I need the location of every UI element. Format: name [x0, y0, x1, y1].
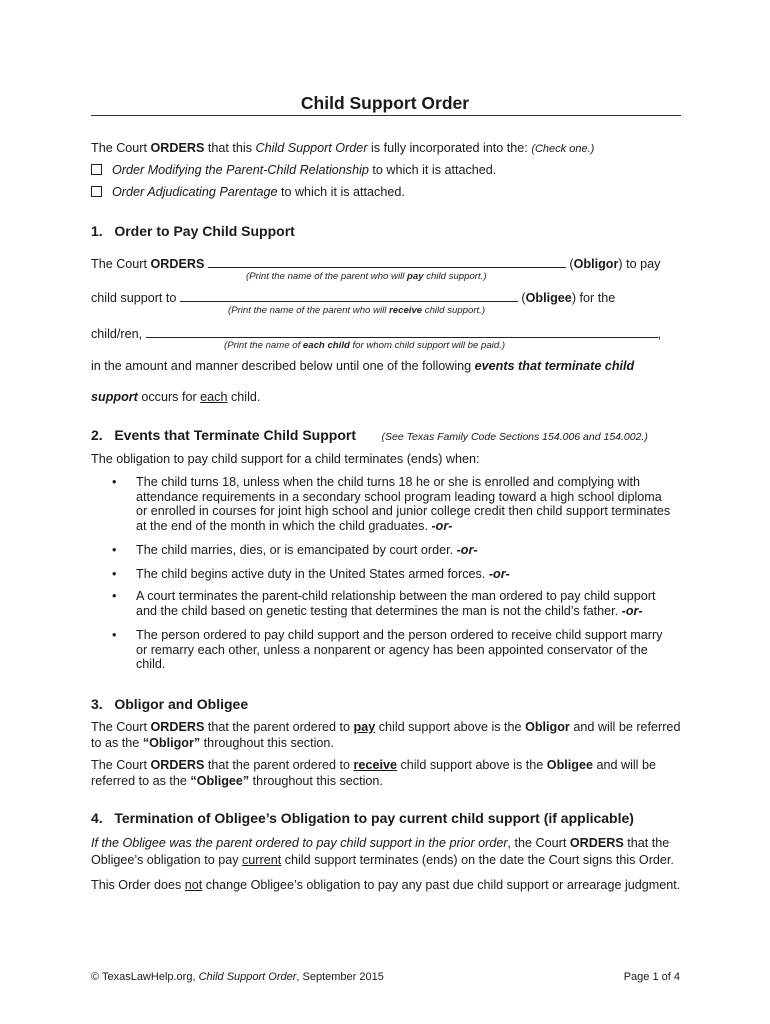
s3-p1-orders: ORDERS	[150, 720, 205, 734]
s1-p-bold: events that terminate child	[474, 359, 635, 373]
option-modifying-italic: Order Modifying the Parent-Child Relationship	[112, 163, 369, 177]
bullet-icon: •	[112, 589, 117, 603]
s1-l1-pre: The Court	[91, 257, 151, 271]
hint1-post: child support.)	[423, 271, 487, 282]
s4-l1-italic: If the Obligee was the parent ordered to pay child support in the prior order	[91, 836, 508, 850]
s4-line2	[91, 852, 674, 868]
obligor-name-field[interactable]	[208, 255, 566, 268]
hint1-bold: pay	[407, 271, 424, 282]
option-modifying[interactable]	[91, 162, 496, 178]
s1-obligor: Obligor	[573, 257, 619, 271]
s1-l1-orders: ORDERS	[150, 257, 205, 271]
s3-p1-pay: pay	[353, 720, 376, 734]
option-modifying-rest: to which it is attached.	[368, 163, 497, 177]
footer-copyright	[91, 969, 384, 985]
section3-heading: 3. Obligor and Obligee	[91, 696, 249, 712]
hint3-post: for whom child support will be paid.)	[349, 340, 506, 351]
s1-line1: The Court ORDERS (Obligor) to pay	[91, 257, 661, 271]
s1-p2-u: each	[200, 390, 228, 404]
bullet-icon: •	[112, 628, 117, 642]
hint2-pre: (Print the name of the parent who will	[228, 305, 390, 316]
checkbox-adjudicating[interactable]	[91, 186, 102, 197]
intro-doc: Child Support Order	[255, 141, 368, 155]
section2-heading-line	[91, 427, 648, 445]
bullet-text: The child marries, dies, or is emancipated by court order.	[136, 543, 457, 557]
checkbox-modifying[interactable]	[91, 164, 102, 175]
s3-p2-f: and will be referred to as the	[91, 758, 656, 788]
s3-p1-f: and will be referred to as the	[91, 720, 681, 750]
obligee-name-field[interactable]	[180, 289, 518, 302]
terminate-events-list	[112, 475, 672, 685]
bullet-text: The person ordered to pay child support and the person ordered to receive child support marry or remarry each other, unless a nonparent or agency has been appointed conservator of the child.	[136, 628, 663, 671]
hint3-pre: (Print the name of	[224, 340, 303, 351]
s3-p2-d: child support above is the	[396, 758, 547, 772]
hint2-bold: receive	[389, 305, 423, 316]
s4-line1	[91, 835, 669, 851]
s4-l2-post: child support terminates (ends) on the date the Court signs this Order.	[281, 853, 674, 867]
s4-line3	[91, 877, 680, 893]
s4-l3-not: not	[184, 878, 203, 892]
intro-mid: that this	[204, 141, 256, 155]
bullet-or: -or-	[456, 543, 478, 557]
s3-p2-obligee: Obligee	[546, 758, 593, 772]
s3-p2-c: that the parent ordered to	[204, 758, 354, 772]
s3-p2-a: The Court	[91, 758, 151, 772]
footer-left-italic: Child Support Order	[198, 971, 297, 983]
s4-l1-mid: , the Court	[507, 836, 570, 850]
bullet-text: A court terminates the parent-child relationship between the man ordered to pay child support and the child based on genetic testing that determines the man is not the child’s father.	[136, 589, 656, 618]
s1-l1-post: ) to pay	[618, 257, 661, 271]
s1-p2-post: child.	[227, 390, 261, 404]
footer-left-post: , September 2015	[296, 971, 384, 983]
children-names-field[interactable]	[146, 325, 658, 338]
document-title: Child Support Order	[300, 93, 470, 113]
s3-p2-quoted: “Obligee”	[190, 774, 250, 788]
intro-post: is fully incorporated into the:	[367, 141, 532, 155]
bullet-or: -or-	[488, 567, 510, 581]
section2-intro: The obligation to pay child support for a child terminates (ends) when:	[91, 452, 480, 466]
intro-pre: The Court	[91, 141, 151, 155]
hint-obligor	[246, 269, 487, 285]
s1-para-line2	[91, 389, 260, 405]
bullet-icon: •	[112, 543, 117, 557]
bullet-icon: •	[112, 567, 117, 581]
section4-heading: 4. Termination of Obligee’s Obligation to pay current child support (if applicable)	[91, 810, 634, 826]
section1-heading: 1. Order to Pay Child Support	[91, 223, 295, 239]
option-adjudicating[interactable]	[91, 184, 405, 200]
s4-l1-orders: ORDERS	[569, 836, 624, 850]
s3-p1-obligor: Obligor	[525, 720, 570, 734]
s1-l2-pre: child support to	[91, 291, 177, 305]
section2-heading: 2. Events that Terminate Child Support	[91, 427, 356, 443]
section2-ref: (See Texas Family Code Sections 154.006 and 154.002.)	[381, 431, 648, 443]
footer-left-pre: © TexasLawHelp.org,	[91, 971, 199, 983]
s3-p1-c: that the parent ordered to	[204, 720, 354, 734]
page-number: Page 1 of 4	[623, 971, 680, 983]
hint2-post: child support.)	[422, 305, 486, 316]
s3-p1-h: throughout this section.	[200, 736, 334, 750]
s1-p-pre: in the amount and manner described below until one of the following	[91, 359, 475, 373]
bullet-or: -or-	[431, 518, 453, 533]
bullet-text: The child begins active duty in the United States armed forces.	[136, 567, 489, 581]
bullet-or: -or-	[621, 603, 643, 618]
option-adjudicating-rest: to which it is attached.	[277, 185, 405, 199]
s4-l2-pre: Obligee’s obligation to pay	[91, 853, 242, 867]
bullet-text: The child turns 18, unless when the child turns 18 he or she is enrolled and complying with attendance requirements in a secondary school program leading toward a high school diploma or enrolled in courses for joint high school and junior college credit then child support terminates at the end of the month in which the child graduates.	[136, 475, 671, 533]
s1-para-line1	[91, 358, 634, 374]
option-adjudicating-italic: Order Adjudicating Parentage	[112, 185, 278, 199]
s3-p1-d: child support above is the	[375, 720, 526, 734]
s3-p1-a: The Court	[91, 720, 151, 734]
s4-l3-pre: This Order does	[91, 878, 185, 892]
s1-p2-mid: occurs for	[137, 390, 201, 404]
s1-l3-pre: child/ren,	[91, 327, 143, 341]
s3-paragraph-obligor	[91, 719, 681, 751]
s1-p2-bold: support	[91, 390, 138, 404]
hint1-pre: (Print the name of the parent who will	[246, 271, 408, 282]
bullet-icon: •	[112, 475, 117, 489]
list-item	[112, 475, 672, 535]
s4-l2-current: current	[242, 853, 282, 867]
s3-p2-receive: receive	[353, 758, 397, 772]
s3-p1-quoted: “Obligor”	[142, 736, 201, 750]
s4-l1-post: that the	[623, 836, 670, 850]
s3-p2-h: throughout this section.	[249, 774, 383, 788]
s1-line3: child/ren, ,	[91, 327, 662, 341]
hint-children	[224, 338, 505, 354]
intro-check: (Check one.)	[531, 143, 595, 155]
s1-line2: child support to (Obligee) for the	[91, 291, 616, 305]
s3-paragraph-obligee	[91, 757, 681, 789]
intro-line	[91, 140, 594, 157]
intro-orders: ORDERS	[150, 141, 205, 155]
s1-obligee: Obligee	[525, 291, 572, 305]
s1-l2-post: ) for the	[571, 291, 616, 305]
s3-p2-orders: ORDERS	[150, 758, 205, 772]
title-divider	[91, 115, 681, 116]
s4-l3-post: change Obligee’s obligation to pay any past due child support or arrearage judgment.	[202, 878, 681, 892]
hint-obligee	[228, 303, 485, 319]
hint3-bold: each child	[302, 340, 350, 351]
